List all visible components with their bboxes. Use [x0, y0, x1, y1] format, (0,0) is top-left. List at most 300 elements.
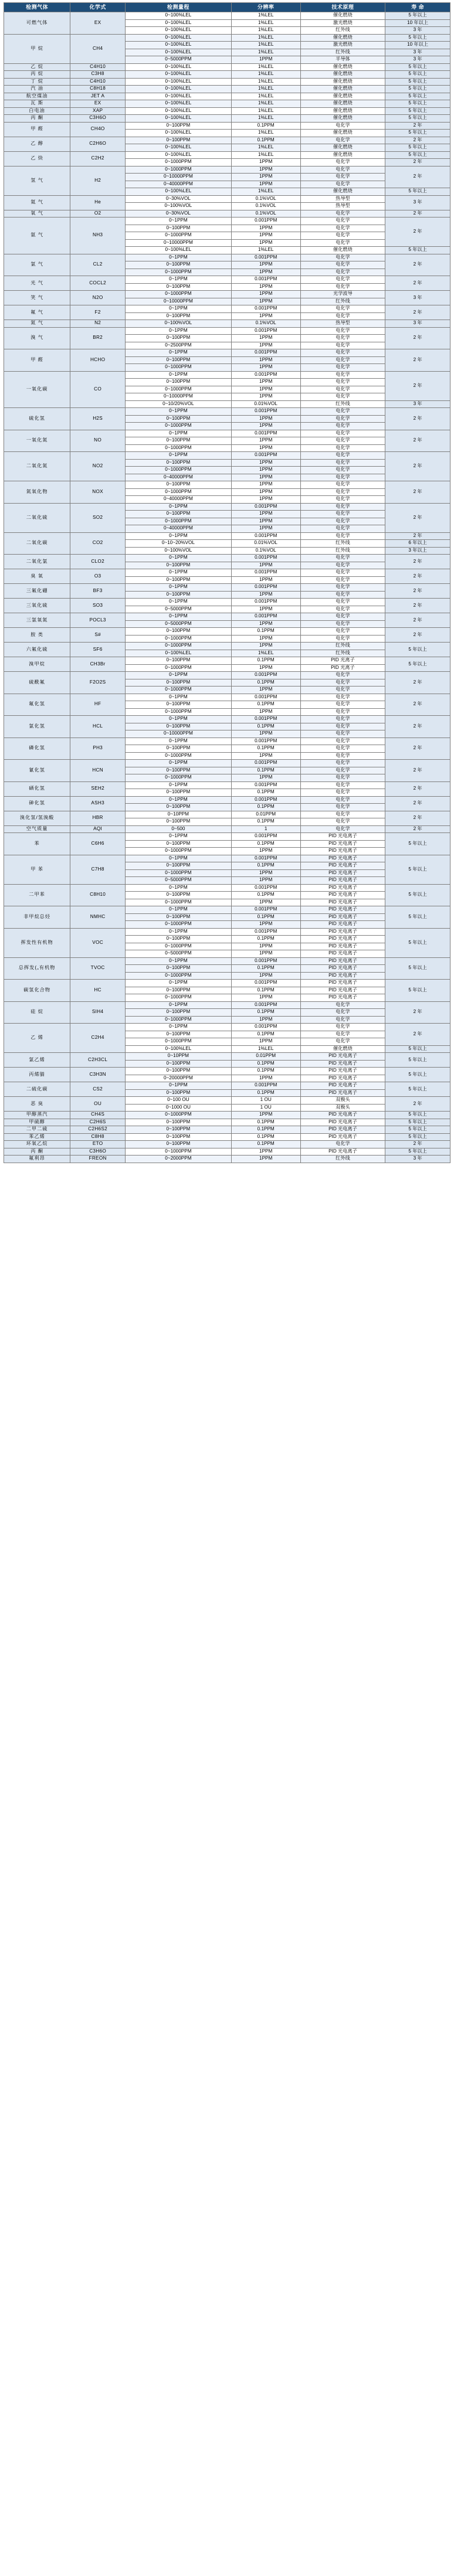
cell-resolution: 1PPM: [231, 1112, 300, 1119]
cell-technology: 催化燃烧: [300, 107, 385, 115]
cell-resolution: 1%LEL: [231, 144, 300, 152]
cell-life: 3 年以上: [385, 547, 450, 555]
cell-technology: 电化学: [300, 1016, 385, 1024]
cell-technology: PID 光电离子: [300, 906, 385, 914]
cell-resolution: 1%LEL: [231, 247, 300, 254]
cell-resolution: 1PPM: [231, 386, 300, 393]
cell-resolution: 1%LEL: [231, 650, 300, 657]
cell-range: 0~1000PPM: [126, 1148, 232, 1156]
cell-resolution: 1PPM: [231, 159, 300, 166]
cell-technology: 热导型: [300, 195, 385, 203]
cell-range: 0~1000PPM: [126, 159, 232, 166]
cell-range: 0~1000PPM: [126, 664, 232, 672]
cell-resolution: 1PPM: [231, 525, 300, 533]
table-row: [4, 1097, 450, 1105]
cell-formula: C2H6O: [70, 137, 126, 151]
cell-resolution: 1PPM: [231, 364, 300, 372]
cell-life: 6 年以上: [385, 540, 450, 548]
cell-resolution: 1PPM: [231, 232, 300, 240]
cell-life: 2 年: [385, 327, 450, 349]
cell-resolution: 0.001PPM: [231, 980, 300, 987]
table-row: [4, 738, 450, 745]
cell-resolution: 1PPM: [231, 972, 300, 980]
cell-resolution: 1PPM: [231, 56, 300, 64]
table-row: [4, 716, 450, 723]
cell-resolution: 1PPM: [231, 356, 300, 364]
cell-resolution: 1PPM: [231, 261, 300, 269]
cell-technology: 电化学: [300, 628, 385, 635]
cell-range: 0~100PPM: [126, 356, 232, 364]
cell-range: 0~2500PPM: [126, 342, 232, 349]
cell-life: 2 年: [385, 825, 450, 833]
cell-technology: 热导型: [300, 320, 385, 328]
cell-resolution: 0.001PPM: [231, 738, 300, 745]
cell-formula: C3H6O: [70, 1148, 126, 1156]
cell-formula: N2: [70, 320, 126, 328]
cell-formula: NMHC: [70, 906, 126, 929]
cell-gas-name: 非甲烷总烃: [4, 906, 70, 929]
cell-range: 0~100PPM: [126, 481, 232, 489]
cell-technology: 电化学: [300, 569, 385, 577]
cell-technology: 电化学: [300, 620, 385, 628]
cell-life: 5 年以上: [385, 657, 450, 672]
cell-resolution: 0.001PPM: [231, 855, 300, 862]
cell-resolution: 1PPM: [231, 291, 300, 298]
cell-gas-name: 丙 酮: [4, 115, 70, 123]
cell-resolution: 0.1PPM: [231, 818, 300, 826]
cell-range: 0~100PPM: [126, 723, 232, 730]
cell-resolution: 0.1PPM: [231, 1126, 300, 1134]
cell-resolution: 0.01%VOL: [231, 400, 300, 408]
cell-technology: 电化学: [300, 335, 385, 342]
cell-gas-name: 航空煤油: [4, 93, 70, 100]
cell-gas-name: 苯: [4, 833, 70, 855]
cell-range: 0~40000PPM: [126, 474, 232, 481]
cell-resolution: 1PPM: [231, 606, 300, 613]
cell-resolution: 0.001PPM: [231, 833, 300, 841]
cell-life: 5 年以上: [385, 86, 450, 93]
table-row: [4, 408, 450, 416]
cell-life: 2 年: [385, 1097, 450, 1112]
cell-life: 2 年: [385, 613, 450, 628]
table-row: [4, 481, 450, 489]
table-row: [4, 760, 450, 767]
cell-life: 2 年: [385, 305, 450, 320]
cell-range: 0~1000PPM: [126, 269, 232, 276]
cell-range: 0~1PPM: [126, 1001, 232, 1009]
cell-resolution: 1PPM: [231, 474, 300, 481]
cell-resolution: 0.1PPM: [231, 892, 300, 899]
cell-resolution: 0.1PPM: [231, 804, 300, 811]
cell-range: 0~100PPM: [126, 1089, 232, 1097]
col-header-formula: 化学式: [70, 3, 126, 12]
cell-resolution: 0.001PPM: [231, 305, 300, 313]
cell-range: 0~5000PPM: [126, 56, 232, 64]
cell-resolution: 1%LEL: [231, 12, 300, 20]
cell-resolution: 0.1PPM: [231, 122, 300, 130]
cell-resolution: 1PPM: [231, 481, 300, 489]
cell-range: 0~100PPM: [126, 892, 232, 899]
cell-life: 2 年: [385, 452, 450, 481]
cell-formula: NH3: [70, 218, 126, 254]
cell-technology: 催化燃烧: [300, 151, 385, 159]
cell-gas-name: 二甲苯: [4, 884, 70, 906]
cell-formula: SO3: [70, 599, 126, 613]
cell-range: 0~1PPM: [126, 532, 232, 540]
table-row: [4, 928, 450, 936]
cell-technology: 电化学: [300, 789, 385, 797]
table-row: [4, 137, 450, 144]
cell-resolution: 1PPM: [231, 730, 300, 738]
cell-range: 0~30%VOL: [126, 210, 232, 218]
cell-formula: C2H4: [70, 1024, 126, 1053]
cell-range: 0~100PPM: [126, 225, 232, 232]
cell-resolution: 0.001PPM: [231, 957, 300, 965]
cell-gas-name: 丙 酮: [4, 1148, 70, 1156]
cell-technology: 电化学: [300, 613, 385, 621]
cell-gas-name: 六氟化硫: [4, 643, 70, 657]
cell-technology: 催化燃烧: [300, 247, 385, 254]
cell-gas-name: 氟利昂: [4, 1156, 70, 1163]
cell-formula: HCN: [70, 760, 126, 782]
cell-formula: OU: [70, 1097, 126, 1112]
cell-life: 3 年: [385, 291, 450, 305]
cell-resolution: 0.1PPM: [231, 767, 300, 774]
cell-range: 0~100%LEL: [126, 42, 232, 49]
cell-resolution: 1%LEL: [231, 100, 300, 108]
table-row: [4, 555, 450, 562]
cell-life: 5 年以上: [385, 34, 450, 42]
table-row: [4, 957, 450, 965]
cell-range: 0~1PPM: [126, 276, 232, 284]
cell-formula: C2H6S: [70, 1119, 126, 1126]
cell-technology: PID 光电离子: [300, 913, 385, 921]
cell-technology: 激光燃烧: [300, 19, 385, 27]
table-row: [4, 166, 450, 174]
cell-range: 0~1000PPM: [126, 643, 232, 650]
cell-technology: PID 光电离子: [300, 1119, 385, 1126]
cell-resolution: 0.001PPM: [231, 254, 300, 261]
cell-resolution: 0.1PPM: [231, 1119, 300, 1126]
cell-life: 2 年: [385, 430, 450, 452]
cell-range: 0~10PPM: [126, 811, 232, 818]
cell-range: 0~5000PPM: [126, 620, 232, 628]
cell-life: 2 年: [385, 628, 450, 643]
cell-range: 0~1PPM: [126, 672, 232, 679]
cell-technology: 激光燃烧: [300, 42, 385, 49]
cell-formula: ASH3: [70, 796, 126, 811]
cell-technology: 催化燃烧: [300, 144, 385, 152]
cell-technology: 电化学: [300, 159, 385, 166]
cell-range: 0~40000PPM: [126, 525, 232, 533]
table-row: [4, 569, 450, 577]
col-header-life: 寿 命: [385, 3, 450, 12]
cell-life: 5 年以上: [385, 151, 450, 159]
cell-range: 0~20000PPM: [126, 1075, 232, 1082]
cell-gas-name: 一氧化氮: [4, 430, 70, 452]
cell-gas-name: 乙 烷: [4, 63, 70, 71]
cell-resolution: 1%LEL: [231, 86, 300, 93]
cell-resolution: 0.001PPM: [231, 694, 300, 701]
cell-range: 0~100PPM: [126, 1141, 232, 1148]
cell-life: 5 年以上: [385, 1068, 450, 1082]
cell-technology: PID 光电离子: [300, 862, 385, 870]
cell-formula: N2O: [70, 291, 126, 305]
cell-resolution: 0.001PPM: [231, 599, 300, 606]
cell-formula: HCHO: [70, 349, 126, 372]
cell-resolution: 1PPM: [231, 708, 300, 716]
cell-range: 0~100PPM: [126, 804, 232, 811]
cell-gas-name: 瓦 斯: [4, 100, 70, 108]
cell-range: 0~100%LEL: [126, 144, 232, 152]
cell-range: 0~100%LEL: [126, 27, 232, 35]
cell-life: 5 年以上: [385, 115, 450, 123]
cell-technology: PID 光电离子: [300, 1148, 385, 1156]
cell-life: 5 年以上: [385, 144, 450, 152]
cell-technology: 电化学: [300, 687, 385, 694]
table-row: [4, 305, 450, 313]
cell-range: 0~1PPM: [126, 555, 232, 562]
cell-range: 0~100 OU: [126, 1097, 232, 1105]
table-row: [4, 86, 450, 93]
cell-gas-name: 二氧化碳: [4, 532, 70, 555]
cell-technology: 电化学: [300, 467, 385, 474]
cell-range: 0~10000PPM: [126, 239, 232, 247]
cell-resolution: 0.1PPM: [231, 1068, 300, 1075]
col-header-resolution: 分辨率: [231, 3, 300, 12]
cell-technology: 电化学: [300, 276, 385, 284]
cell-formula: POCL3: [70, 613, 126, 628]
cell-technology: 电化学: [300, 261, 385, 269]
cell-resolution: 1PPM: [231, 562, 300, 569]
cell-range: 0~100%LEL: [126, 151, 232, 159]
cell-technology: 电化学: [300, 1024, 385, 1031]
cell-technology: 电化学: [300, 532, 385, 540]
cell-resolution: 0.1PPM: [231, 936, 300, 943]
cell-resolution: 1PPM: [231, 664, 300, 672]
cell-resolution: 1PPM: [231, 899, 300, 906]
cell-technology: 电化学: [300, 364, 385, 372]
cell-gas-name: 氮 气: [4, 320, 70, 328]
cell-technology: PID 光电离子: [300, 950, 385, 958]
cell-life: 5 年以上: [385, 107, 450, 115]
cell-formula: C8H18: [70, 86, 126, 93]
cell-technology: 催化燃烧: [300, 63, 385, 71]
col-header-range: 检测量程: [126, 3, 232, 12]
cell-technology: 红外线: [300, 643, 385, 650]
cell-range: 0~100%LEL: [126, 188, 232, 196]
cell-technology: 电化学: [300, 781, 385, 789]
cell-resolution: 1%LEL: [231, 130, 300, 137]
cell-formula: C8H8: [70, 1133, 126, 1141]
cell-technology: PID 光电离子: [300, 848, 385, 855]
cell-life: 2 年: [385, 811, 450, 825]
cell-resolution: 1PPM: [231, 312, 300, 320]
cell-formula: C7H8: [70, 855, 126, 884]
cell-resolution: 0.1PPM: [231, 679, 300, 687]
cell-range: 0~1PPM: [126, 305, 232, 313]
cell-range: 0~5000PPM: [126, 877, 232, 885]
cell-resolution: 1PPM: [231, 488, 300, 496]
cell-range: 0~1PPM: [126, 1082, 232, 1090]
cell-resolution: 1 OU: [231, 1097, 300, 1105]
cell-technology: 电化学: [300, 305, 385, 313]
cell-technology: PID 光电离子: [300, 1089, 385, 1097]
cell-technology: PID 光电离子: [300, 921, 385, 929]
cell-range: 0~100%LEL: [126, 12, 232, 20]
cell-technology: 电化学: [300, 1038, 385, 1046]
cell-life: 5 年以上: [385, 247, 450, 254]
cell-resolution: 1PPM: [231, 283, 300, 291]
cell-gas-name: 碳氢化合物: [4, 980, 70, 1002]
table-row: [4, 599, 450, 606]
cell-range: 0~100PPM: [126, 1060, 232, 1068]
cell-resolution: 1%LEL: [231, 63, 300, 71]
cell-resolution: 1PPM: [231, 994, 300, 1002]
table-row: [4, 430, 450, 437]
cell-technology: 电化学: [300, 166, 385, 174]
cell-technology: 电化学: [300, 825, 385, 833]
table-row: [4, 694, 450, 701]
table-row: [4, 781, 450, 789]
cell-resolution: 1PPM: [231, 950, 300, 958]
cell-technology: 电化学: [300, 415, 385, 423]
table-row: [4, 796, 450, 804]
cell-range: 0~100PPM: [126, 1068, 232, 1075]
cell-life: 2 年: [385, 276, 450, 291]
cell-life: 2 年: [385, 716, 450, 738]
table-row: [4, 825, 450, 833]
cell-resolution: 0.001PPM: [231, 349, 300, 357]
cell-resolution: 0.01PPM: [231, 811, 300, 818]
cell-range: 0~1000PPM: [126, 166, 232, 174]
cell-technology: 电化学: [300, 481, 385, 489]
cell-range: 0~1000PPM: [126, 1016, 232, 1024]
cell-formula: VOC: [70, 928, 126, 957]
cell-life: 5 年以上: [385, 1045, 450, 1053]
cell-technology: 电化学: [300, 760, 385, 767]
cell-gas-name: 氯乙烯: [4, 1053, 70, 1068]
cell-range: 0~1000PPM: [126, 774, 232, 782]
cell-formula: C3H6O: [70, 115, 126, 123]
cell-technology: 电化学: [300, 679, 385, 687]
cell-technology: PID 光电离子: [300, 1068, 385, 1075]
cell-resolution: 1PPM: [231, 1148, 300, 1156]
cell-life: 2 年: [385, 672, 450, 694]
cell-range: 0~1PPM: [126, 503, 232, 511]
cell-technology: 电化学: [300, 716, 385, 723]
cell-resolution: 1PPM: [231, 437, 300, 445]
cell-technology: PID 光电离子: [300, 1075, 385, 1082]
cell-range: 0~100PPM: [126, 1133, 232, 1141]
cell-technology: 电化学: [300, 723, 385, 730]
cell-range: 0~100PPM: [126, 261, 232, 269]
cell-range: 0~1PPM: [126, 408, 232, 416]
table-row: [4, 628, 450, 635]
cell-resolution: 1PPM: [231, 444, 300, 452]
cell-life: 5 年以上: [385, 12, 450, 20]
cell-technology: 电化学: [300, 459, 385, 467]
cell-technology: 电化学: [300, 379, 385, 386]
cell-resolution: 0.001PPM: [231, 430, 300, 437]
cell-range: 0~30%VOL: [126, 195, 232, 203]
cell-technology: 双极头: [300, 1097, 385, 1105]
cell-resolution: 1PPM: [231, 635, 300, 643]
cell-resolution: 0.001PPM: [231, 760, 300, 767]
cell-technology: 催化燃烧: [300, 34, 385, 42]
table-row: [4, 195, 450, 203]
cell-technology: 电化学: [300, 283, 385, 291]
cell-technology: 电化学: [300, 356, 385, 364]
cell-technology: 电化学: [300, 738, 385, 745]
cell-life: 2 年: [385, 738, 450, 760]
cell-range: 0~100PPM: [126, 862, 232, 870]
cell-range: 0~10000PPM: [126, 174, 232, 181]
cell-gas-name: 溴化氢/氢溴酸: [4, 811, 70, 825]
cell-technology: 电化学: [300, 672, 385, 679]
table-row: [4, 151, 450, 159]
table-row: [4, 657, 450, 665]
cell-range: 0~100PPM: [126, 936, 232, 943]
cell-resolution: 1PPM: [231, 298, 300, 305]
cell-range: 0~1000PPM: [126, 444, 232, 452]
cell-range: 0~100%LEL: [126, 71, 232, 79]
cell-life: 5 年以上: [385, 855, 450, 884]
cell-resolution: 1PPM: [231, 174, 300, 181]
cell-resolution: 0.1PPM: [231, 137, 300, 144]
cell-gas-name: 硫酰氟: [4, 672, 70, 694]
cell-gas-name: 氨 气: [4, 218, 70, 254]
cell-resolution: 0.1PPM: [231, 1089, 300, 1097]
cell-range: 0~1PPM: [126, 716, 232, 723]
cell-technology: 电化学: [300, 225, 385, 232]
cell-gas-name: 甲 醛: [4, 349, 70, 372]
cell-formula: C4H10: [70, 63, 126, 71]
cell-technology: PID 光电离子: [300, 1133, 385, 1141]
cell-resolution: 0.001PPM: [231, 716, 300, 723]
cell-gas-name: 臭 氧: [4, 569, 70, 584]
table-row: [4, 71, 450, 79]
cell-range: 0~1PPM: [126, 796, 232, 804]
cell-technology: 电化学: [300, 437, 385, 445]
cell-range: 0~100%LEL: [126, 86, 232, 93]
cell-life: 5 年以上: [385, 1126, 450, 1134]
cell-resolution: 1%LEL: [231, 151, 300, 159]
cell-range: 0~100%LEL: [126, 93, 232, 100]
table-row: [4, 107, 450, 115]
cell-gas-name: 甲醇蒸汽: [4, 1112, 70, 1119]
cell-life: 3 年: [385, 195, 450, 210]
table-row: [4, 1148, 450, 1156]
cell-gas-name: 苯乙烯: [4, 1133, 70, 1141]
cell-formula: CH4: [70, 34, 126, 63]
cell-gas-name: 三氯氧氮: [4, 613, 70, 628]
cell-life: 2 年: [385, 408, 450, 430]
cell-resolution: 1%LEL: [231, 19, 300, 27]
cell-resolution: 1%LEL: [231, 42, 300, 49]
cell-gas-name: 硒化氢: [4, 781, 70, 796]
cell-range: 0~100%VOL: [126, 320, 232, 328]
cell-life: 5 年以上: [385, 130, 450, 137]
cell-life: 5 年以上: [385, 884, 450, 906]
table-row: [4, 980, 450, 987]
table-row: [4, 254, 450, 261]
cell-life: 5 年以上: [385, 1148, 450, 1156]
cell-life: 3 年: [385, 320, 450, 328]
cell-gas-name: 氮氧化物: [4, 481, 70, 504]
table-row: [4, 78, 450, 86]
cell-resolution: 0.001PPM: [231, 532, 300, 540]
